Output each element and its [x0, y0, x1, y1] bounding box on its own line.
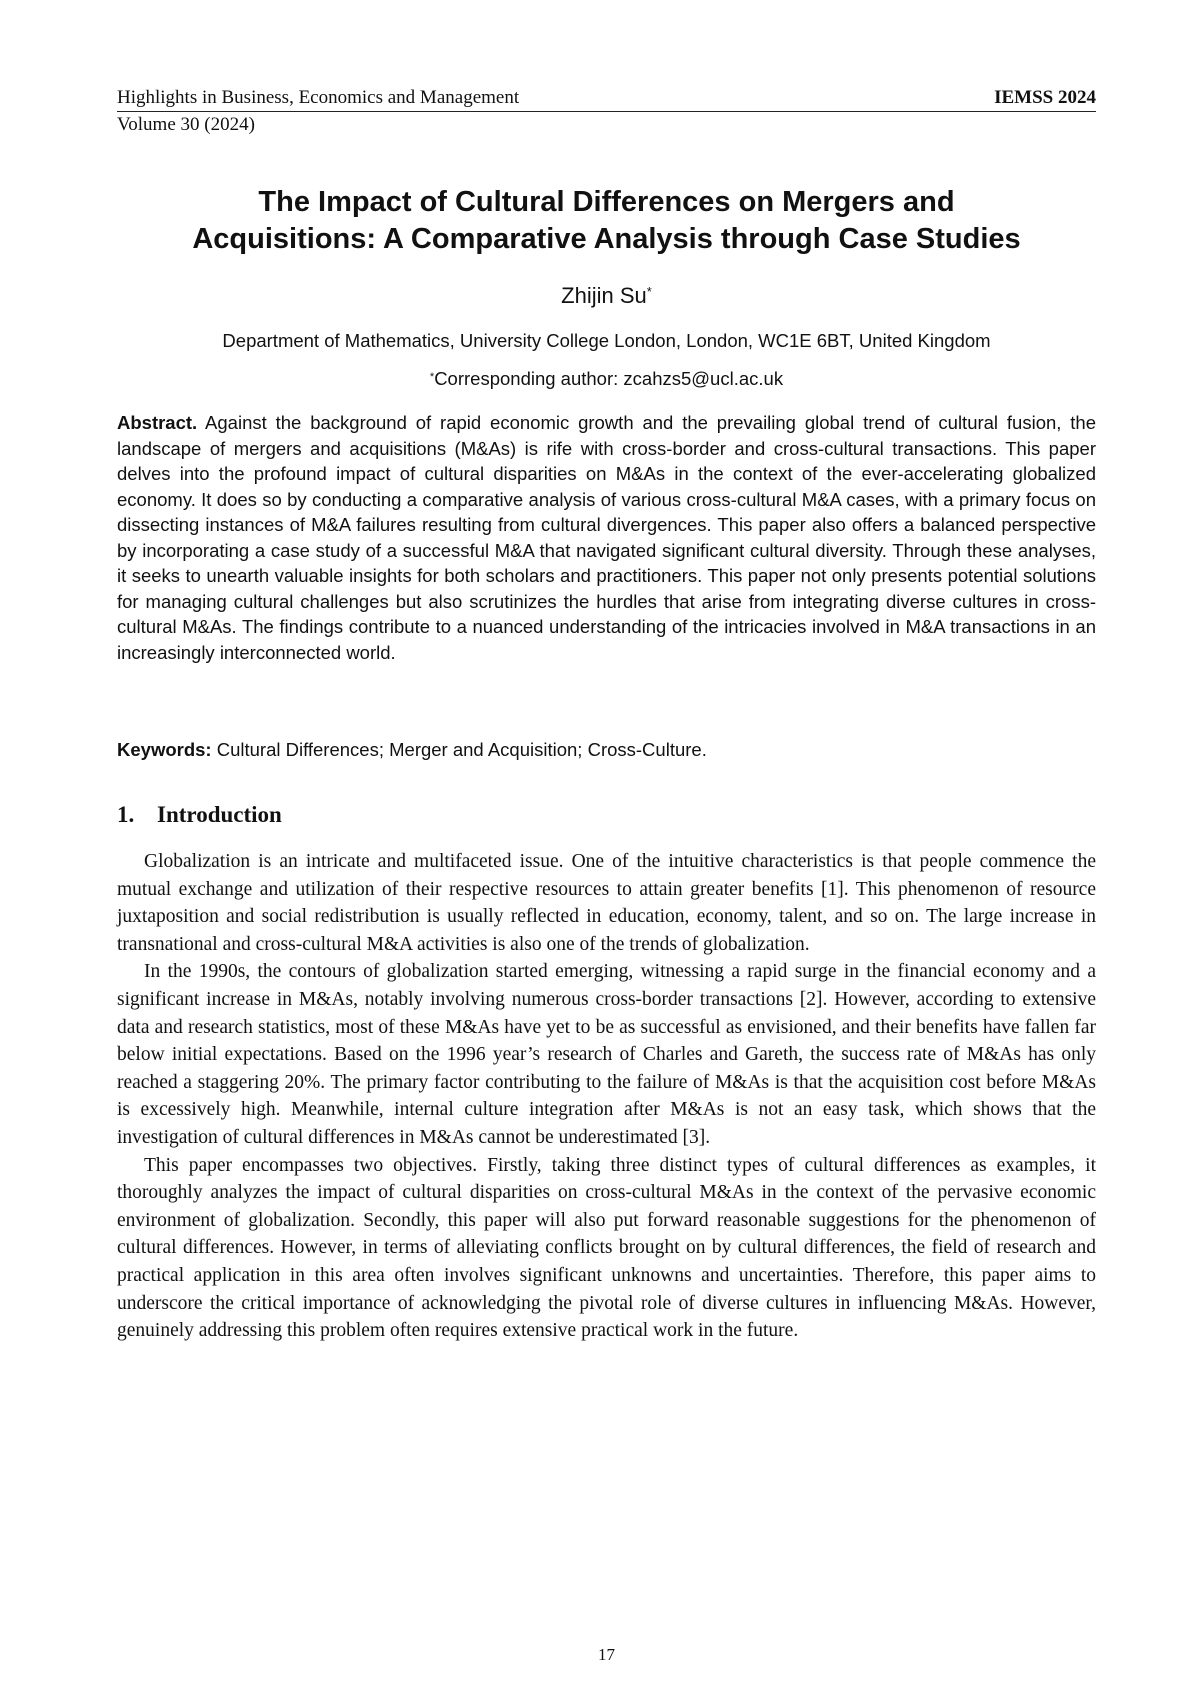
keywords	[117, 737, 1096, 762]
body-paragraph: This paper encompasses two objectives. Firstly, taking three distinct types of cultural differences as examples, it thoroughly analyzes the impact of cultural disparities on cross-cultural M&As in the context of the pervasive economic environment of globalization. Secondly, this paper will also put forward reasonable suggestions for the phenomenon of cultural differences. However, in terms of alleviating conflicts brought on by cultural differences, the field of research and practical application in this area often involves significant unknowns and uncertainties. Therefore, this paper aims to underscore the critical importance of acknowledging the pivotal role of diverse cultures in influencing M&As. However, genuinely addressing this problem often requires extensive practical work in the future.	[117, 1154, 1096, 1342]
corresponding-text: Corresponding author: zcahzs5@ucl.ac.uk	[434, 368, 784, 389]
body-paragraph: In the 1990s, the contours of globalization started emerging, witnessing a rapid surge in the financial economy and a significant increase in M&As, notably involving numerous cross-border transactions [2]. However, according to extensive data and research statistics, most of these M&As have yet to be as successful as envisioned, and their benefits have fallen far below initial expectations. Based on the 1996 year’s research of Charles and Gareth, the success rate of M&As has only reached a staggering 20%. The primary factor contributing to the failure of M&As is that the acquisition cost before M&As is excessively high. Meanwhile, internal culture integration after M&As is not an easy task, which shows that the investigation of cultural differences in M&As cannot be underestimated [3].	[117, 961, 1096, 1148]
author-affiliation: Department of Mathematics, University College London, London, WC1E 6BT, United Kingdom	[222, 330, 991, 351]
body-paragraph: Globalization is an intricate and multifaceted issue. One of the intuitive characteristics is that people commence the mutual exchange and utilization of their respective resources to attain greater benefits [1]. This phenomenon of resource juxtaposition and social redistribution is usually reflected in education, economy, talent, and so on. The large increase in transnational and cross-cultural M&A activities is also one of the trends of globalization.	[117, 851, 1096, 955]
corresponding-marker: *	[429, 371, 435, 383]
volume-label: Volume 30 (2024)	[117, 114, 255, 135]
journal-name: Highlights in Business, Economics and Management	[117, 87, 520, 108]
page-number: 17	[598, 1645, 615, 1664]
running-header	[117, 86, 1096, 137]
section-heading-introduction	[117, 800, 1096, 830]
abstract-text: Against the background of rapid economic growth and the prevailing global trend of cultural fusion, the landscape of mergers and acquisitions (M&As) is rife with cross-border and cross-cultural transactions. This paper delves into the profound impact of cultural disparities on M&As in the context of the ever-accelerating globalized economy. It does so by conducting a comparative analysis of various cross-cultural M&A cases, with a primary focus on dissecting instances of M&A failures resulting from cultural divergences. This paper also offers a balanced perspective by incorporating a case study of a successful M&A that navigated significant cultural diversity. Through these analyses, it seeks to unearth valuable insights for both scholars and practitioners. This paper not only presents potential solutions for managing cultural challenges but also scrutinizes the hurdles that arise from integrating diverse cultures in cross-cultural M&As. The findings contribute to a nuanced understanding of the intricacies involved in M&A transactions in an increasingly interconnected world.	[117, 412, 1096, 663]
title-line-2: Acquisitions: A Comparative Analysis through Case Studies	[192, 223, 1021, 255]
keywords-label: Keywords:	[117, 739, 212, 760]
paper-title	[117, 184, 1096, 258]
author-name: Zhijin Su	[561, 283, 647, 308]
conference-name: IEMSS 2024	[994, 87, 1096, 108]
author-line	[117, 283, 1096, 309]
section-number: 1.	[117, 802, 135, 827]
corresponding-author	[117, 367, 1096, 391]
introduction-body	[117, 848, 1096, 1345]
author-marker: *	[646, 284, 652, 299]
header-row	[117, 86, 1096, 112]
section-title: Introduction	[157, 802, 282, 827]
abstract	[117, 410, 1096, 665]
keywords-text: Cultural Differences; Merger and Acquisition; Cross-Culture.	[216, 739, 707, 760]
title-line-1: The Impact of Cultural Differences on Mergers and	[258, 186, 955, 218]
abstract-label: Abstract.	[117, 412, 198, 433]
